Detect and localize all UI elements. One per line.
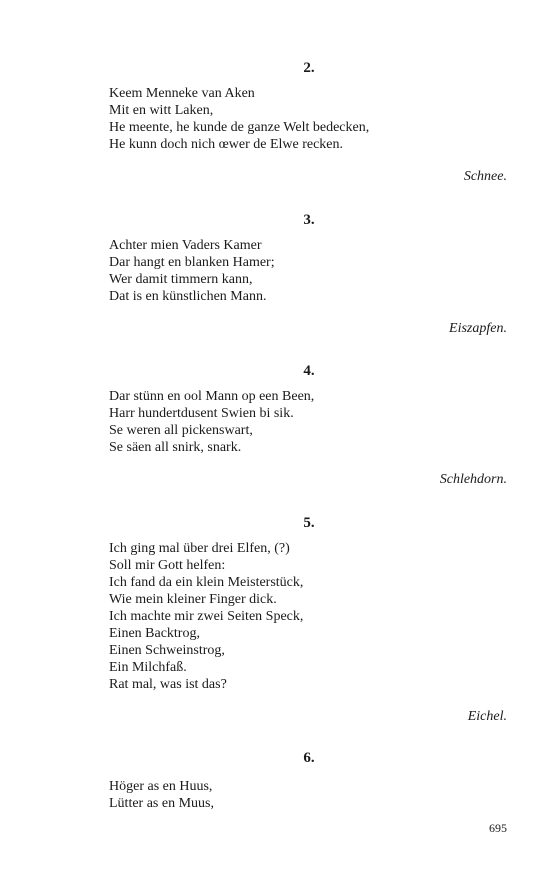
verse-line: Höger as en Huus, (109, 779, 213, 794)
verse-line: Ich machte mir zwei Seiten Speck, (109, 609, 304, 624)
riddle-number: 5. (303, 515, 315, 531)
riddle-number: 3. (303, 212, 315, 228)
verse-line: Se weren all pickenswart, (109, 423, 253, 438)
riddle-number: 6. (303, 750, 315, 766)
verse-line: Ich fand da ein klein Meisterstück, (109, 575, 304, 590)
verse-line: Dat is en künstlichen Mann. (109, 289, 267, 304)
riddle-2 (109, 59, 507, 185)
riddle-answer: Eiszapfen. (449, 321, 507, 336)
riddle-3 (109, 211, 507, 337)
riddle-number: 2. (303, 60, 315, 76)
riddle-verse (109, 85, 507, 153)
verse-line: Einen Backtrog, (109, 626, 200, 641)
riddle-verse (109, 237, 507, 305)
riddle-verse (109, 388, 507, 456)
verse-line: Achter mien Vaders Kamer (109, 238, 262, 253)
verse-line: Einen Schweinstrog, (109, 643, 225, 658)
riddle-5 (109, 514, 507, 725)
verse-line: Ein Milchfaß. (109, 660, 187, 675)
riddle-answer: Schnee. (463, 169, 507, 184)
riddle-4 (109, 362, 507, 488)
verse-line: Rat mal, was ist das? (109, 677, 227, 692)
verse-line: Mit en witt Laken, (109, 103, 214, 118)
verse-line: He meente, he kunde de ganze Welt bedecken, (109, 120, 370, 135)
verse-line: Harr hundertdusent Swien bi sik. (109, 406, 294, 421)
verse-line: Keem Menneke van Aken (109, 86, 255, 101)
verse-line: Lütter as en Muus, (109, 796, 214, 811)
verse-line: Dar stünn en ool Mann op een Been, (109, 389, 315, 404)
verse-line: Wer damit timmern kann, (109, 272, 253, 287)
riddle-6 (109, 749, 507, 812)
verse-line: Soll mir Gott helfen: (109, 558, 226, 573)
riddle-answer: Eichel. (467, 709, 507, 724)
page-number: 695 (489, 821, 507, 835)
verse-line: Wie mein kleiner Finger dick. (109, 592, 277, 607)
verse-line: Dar hangt en blanken Hamer; (109, 255, 275, 270)
riddle-verse (109, 778, 507, 812)
riddle-verse (109, 540, 507, 693)
verse-line: Ich ging mal über drei Elfen, (?) (109, 541, 290, 556)
verse-line: Se säen all snirk, snark. (109, 440, 242, 455)
riddle-number: 4. (303, 363, 315, 379)
verse-line: He kunn doch nich œwer de Elwe recken. (109, 137, 344, 152)
riddle-answer: Schlehdorn. (439, 472, 507, 487)
